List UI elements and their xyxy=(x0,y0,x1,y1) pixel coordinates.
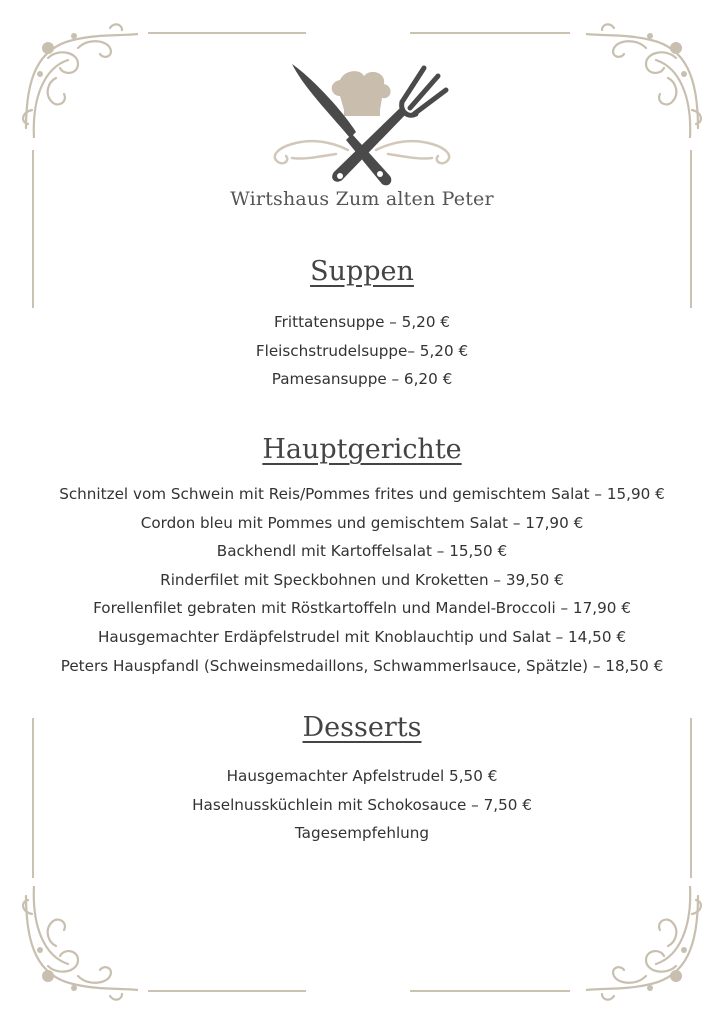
section-title-hauptgerichte: Hauptgerichte xyxy=(262,434,462,465)
menu-item: Cordon bleu mit Pommes und gemischtem Salat – 17,90 € xyxy=(140,513,584,532)
menu-item: Rinderfilet mit Speckbohnen und Kroketten – 39,50 € xyxy=(160,570,564,589)
section-items-suppen xyxy=(0,308,724,394)
menu-item: Pamesansuppe – 6,20 € xyxy=(271,370,453,389)
section-items-desserts xyxy=(0,762,724,848)
menu-item: Forellenfilet gebraten mit Röstkartoffeln und Mandel-Broccoli – 17,90 € xyxy=(93,599,631,618)
menu-item: Tagesempfehlung xyxy=(294,824,430,843)
section-title-suppen: Suppen xyxy=(310,256,414,287)
frame-bottom-right-line xyxy=(410,990,570,992)
menu-item: Backhendl mit Kartoffelsalat – 15,50 € xyxy=(216,542,508,561)
menu-item: Peters Hauspfandl (Schweinsmedaillons, Schwammerlsauce, Spätzle) – 18,50 € xyxy=(60,656,664,675)
menu-item: Haselnussküchlein mit Schokosauce – 7,50 € xyxy=(192,795,532,814)
frame-bottom-left-line xyxy=(148,990,306,992)
corner-ornament-top-right xyxy=(586,18,706,138)
crossed-knife-fork-chef-hat-icon xyxy=(252,58,472,193)
corner-ornament-top-left xyxy=(18,18,138,138)
frame-top-right-line xyxy=(410,32,570,34)
menu-item: Frittatensuppe – 5,20 € xyxy=(274,313,450,331)
restaurant-name: Wirtshaus Zum alten Peter xyxy=(230,188,494,210)
menu-item: Fleischstrudelsuppe– 5,20 € xyxy=(255,341,469,360)
corner-ornament-bottom-right xyxy=(586,886,706,1006)
menu-item: Hausgemachter Erdäpfelstrudel mit Knoblauchtip und Salat – 14,50 € xyxy=(98,627,626,646)
section-items-hauptgerichte xyxy=(0,480,724,680)
menu-item: Hausgemachter Apfelstrudel 5,50 € xyxy=(226,767,498,785)
section-title-desserts: Desserts xyxy=(302,712,422,743)
corner-ornament-bottom-left xyxy=(18,886,138,1006)
frame-top-left-line xyxy=(148,32,306,34)
menu-item: Schnitzel vom Schwein mit Reis/Pommes frites und gemischtem Salat – 15,90 € xyxy=(59,485,665,503)
